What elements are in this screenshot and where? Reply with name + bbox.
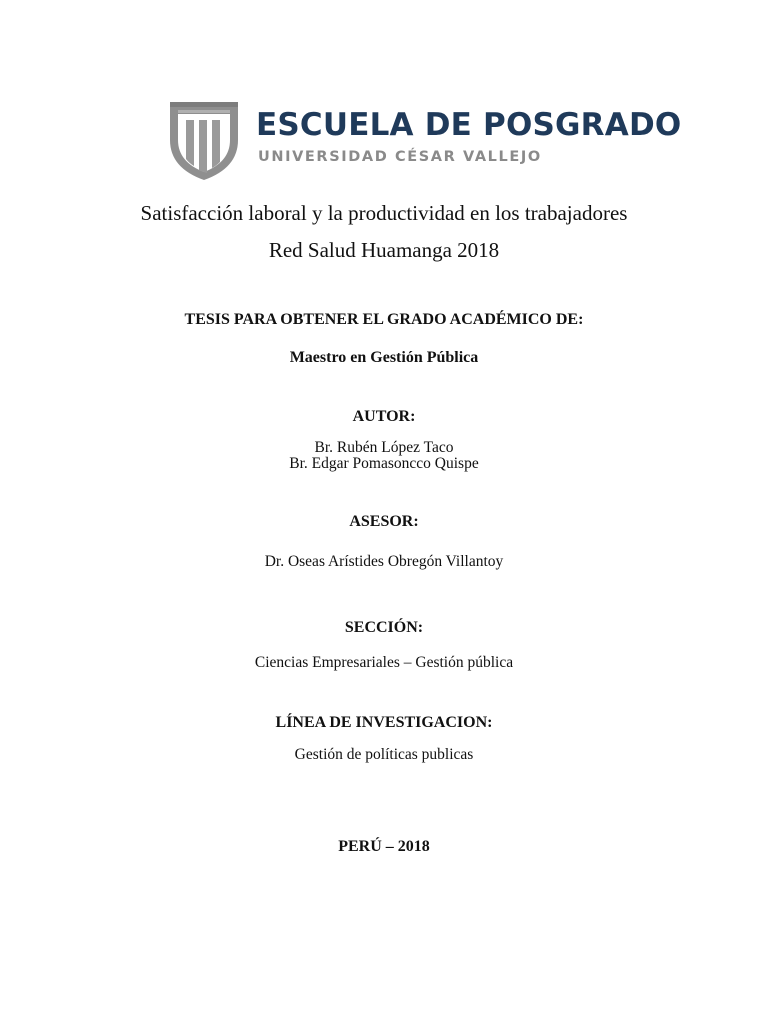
section-value: Ciencias Empresariales – Gestión pública	[254, 654, 514, 671]
logo-subtitle: UNIVERSIDAD CÉSAR VALLEJO	[258, 149, 542, 165]
author-name-2: Br. Edgar Pomasoncco Quispe	[289, 455, 479, 472]
author-heading: AUTOR:	[352, 408, 416, 425]
author-name-1: Br. Rubén López Taco	[314, 439, 454, 456]
advisor-heading: ASESOR:	[349, 513, 419, 530]
research-line-heading: LÍNEA DE INVESTIGACION:	[275, 714, 493, 731]
place-year: PERÚ – 2018	[338, 838, 430, 855]
thesis-title-line-2: Red Salud Huamanga 2018	[268, 238, 500, 262]
logo-title: ESCUELA DE POSGRADO	[256, 107, 682, 143]
degree-value: Maestro en Gestión Pública	[289, 349, 479, 366]
shield-emblem-icon	[168, 100, 240, 182]
section-heading: SECCIÓN:	[344, 619, 424, 636]
advisor-name: Dr. Oseas Arístides Obregón Villantoy	[264, 553, 504, 570]
university-logo	[168, 100, 682, 182]
degree-heading: TESIS PARA OBTENER EL GRADO ACADÉMICO DE:	[184, 311, 584, 328]
research-line-value: Gestión de políticas publicas	[294, 746, 474, 763]
thesis-title-line-1: Satisfacción laboral y la productividad en los trabajadores	[140, 201, 628, 225]
